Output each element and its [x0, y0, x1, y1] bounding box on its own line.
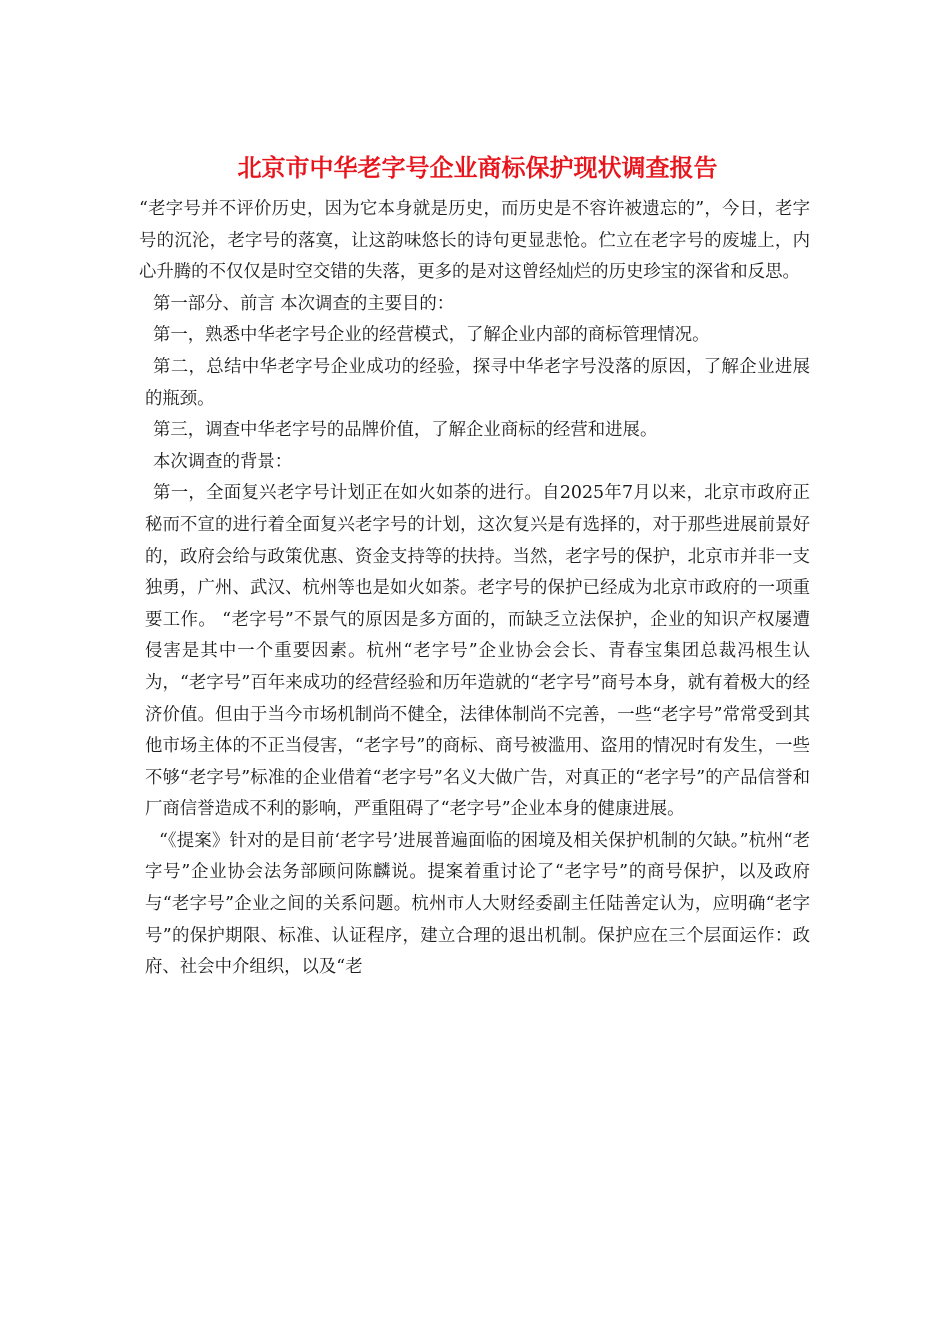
purpose-item-1: 第一，熟悉中华老字号企业的经营模式，了解企业内部的商标管理情况。	[153, 325, 710, 346]
background-item-1: 第一，全面复兴老字号计划正在如火如荼的进行。自2025年7月以来，北京市政府正秘而不宣的进行着全面复兴老字号的计划，这次复兴是有选择的，对于那些进展前景好的，政府会给与政策优惠、资金支持等的扶持。当然，老字号的保护，北京市并非一支独勇，广州、武汉、杭州等也是如火如荼。老字号的保护已经成为北京市政府的一项重要工作。 “老字号”不景气的原因是多方面的，而缺乏立法保护，企业的知识产权屡遭侵害是其中一个重要因素。杭州“老字号”企业协会会长、青春宝集团总裁冯根生认为，“老字号”百年来成功的经营经验和历年造就的“老字号”商号本身，就有着极大的经济价值。但由于当今市场机制尚不健全，法律体制尚不完善，一些“老字号”常常受到其他市场主体的不正当侵害，“老字号”的商标、商号被滥用、盗用的情况时有发生，一些不够“老字号”标准的企业借着“老字号”名义大做广告，对真正的“老字号”的产品信誉和厂商信誉造成不利的影响，严重阻碍了“老字号”企业本身的健康进展。	[145, 483, 810, 820]
purpose-item-3: 第三，调查中华老字号的品牌价值，了解企业商标的经营和进展。	[153, 420, 658, 441]
purpose-item-2: 第二，总结中华老字号企业成功的经验，探寻中华老字号没落的原因，了解企业进展的瓶颈。	[145, 356, 810, 409]
background-heading: 本次调查的背景：	[153, 451, 293, 472]
proposal-paragraph: “《提案》针对的是目前‘老字号’进展普遍面临的困境及相关保护机制的欠缺。”杭州“老字号”企业协会法务部顾问陈麟说。提案着重讨论了“老字号”的商号保护，以及政府与“老字号”企业之间的关系问题。杭州市人大财经委副主任陆善定认为，应明确“老字号”的保护期限、标准、认证程序，建立合理的退出机制。保护应在三个层面运作：政府、社会中介组织，以及“老	[145, 830, 810, 978]
intro-paragraph: “老字号并不评价历史，因为它本身就是历史，而历史是不容许被遗忘的”，今日，老字号的沉沦，老字号的落寞，让这韵味悠长的诗句更显悲怆。伫立在老字号的废墟上，内心升腾的不仅仅是时空交错的失落，更多的是对这曾经灿烂的历史珍宝的深省和反思。	[139, 199, 810, 283]
document-page	[139, 146, 810, 984]
section-heading-preface: 第一部分、前言 本次调查的主要目的：	[153, 293, 455, 314]
document-title: 北京市中华老字号企业商标保护现状调查报告	[237, 153, 718, 182]
